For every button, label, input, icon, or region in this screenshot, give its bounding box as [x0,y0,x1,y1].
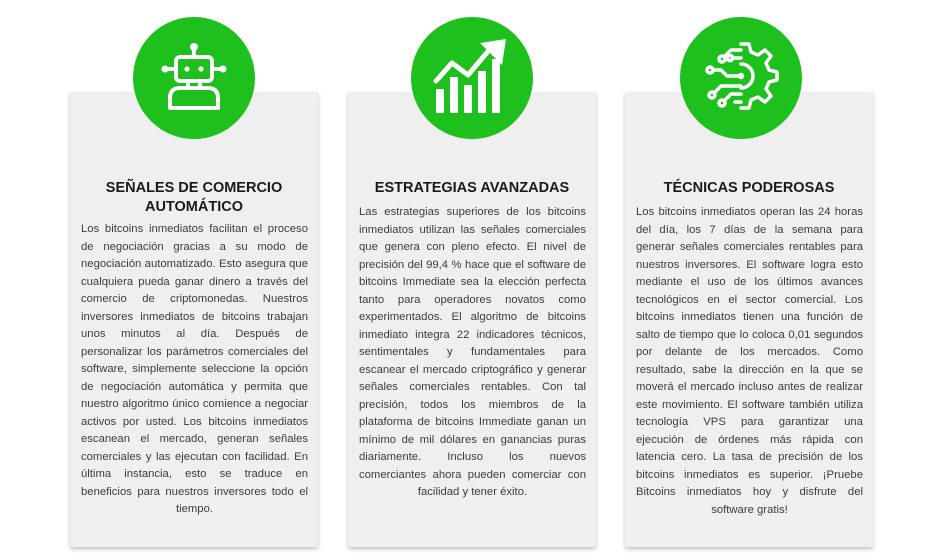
feature-title: SEÑALES DE COMERCIO AUTOMÁTICO [105,180,283,215]
feature-card-automatic-signals [70,92,318,547]
feature-text: Los bitcoins inmediatos operan las 24 horas del día, los 7 días de la semana para generar señales comerciales rentables para nuestros inversores. El software logra esto mediante el uso de los últimos avances tecnológicos en el sector comercial. Los bitcoins inmediatos tienen una función de salto de tiempo que lo coloca 0,01 segundos por delante de los mercados. Como resultado, sabe la dirección en la que se moverá el mercado incluso antes de realizar este movimiento. El software también utiliza tecnología VPS para garantizar una ejecución de órdenes más rápida con latencia cero. La tasa de precisión de los bitcoins inmediatos es superior. ¡Pruebe Bitcoins inmediatos hoy y disfrute del software gratis! [636,206,863,516]
feature-title: ESTRATEGIAS AVANZADAS [374,180,570,196]
icon-badge [680,17,802,139]
feature-card-advanced-strategies [348,92,596,547]
feature-text: Las estrategias superiores de los bitcoins inmediatos utilizan las señales comerciales que genera con pleno efecto. El nivel de precisión del 99,4 % hace que el software de bitcoins Immediate sea la elección perfecta tanto para operadores novatos como experimentados. El algoritmo de bitcoins inmediato integra 22 indicadores técnicos, sentimentales y fundamentales para escanear el mercado criptográfico y generar señales comerciales rentables. Con tal precisión, todos los miembros de la plataforma de bitcoins Immediate ganan un mínimo de mil dólares en ganancias puras diariamente. Incluso los nuevos comerciantes ahora pueden comerciar con facilidad y tener éxito. [359,206,586,498]
feature-text: Los bitcoins inmediatos facilitan el proceso de negociación gracias a su modo de negociación automatizado. Esto asegura que cualquiera pueda ganar dinero a través del comercio de criptomonedas. Nuestros inversores inmediatos de bitcoins trabajan unos minutos al día. Después de personalizar los parámetros comerciales del software, simplemente seleccione la opción de negociación automática y permita que nuestro algoritmo único comience a negociar activos por usted. Los bitcoins inmediatos escanean el mercado, generan señales comerciales y las ejecutan con facilidad. En última instancia, esto se traduce en beneficios para nuestros inversores todo el tiempo. [81,223,308,515]
feature-card-powerful-techniques [625,92,873,547]
feature-title: TÉCNICAS PODEROSAS [663,180,835,196]
icon-badge [133,17,255,139]
growth-chart-icon [432,37,512,120]
tech-gear-icon [701,36,781,121]
robot-icon [158,40,230,117]
icon-badge [411,17,533,139]
